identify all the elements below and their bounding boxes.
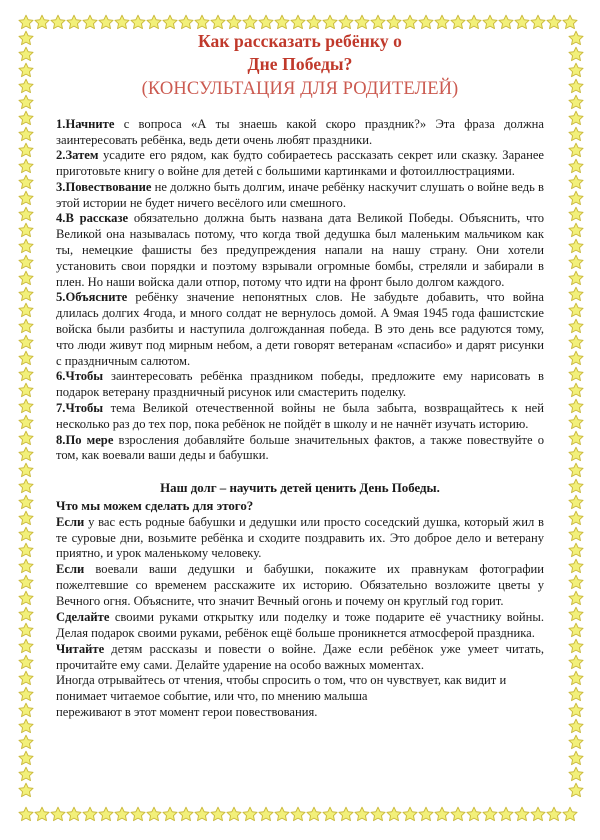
list-item-text: взросления добавляйте больше значительных фактов, а также повествуйте о том, как воевали ваши деды и бабушки. [56, 432, 544, 463]
star-icon [210, 14, 226, 30]
list-item [56, 369, 544, 401]
star-icon [18, 414, 34, 430]
list-item-text: с вопроса «А ты знаешь какой скоро праздник?» Эта фраза должна заинтересовать ребёнка, ведь дети очень любят праздники. [56, 116, 544, 147]
star-icon [568, 158, 584, 174]
star-icon [568, 686, 584, 702]
star-icon [402, 806, 418, 822]
star-icon [18, 478, 34, 494]
star-icon [418, 806, 434, 822]
star-icon [568, 718, 584, 734]
star-icon [568, 670, 584, 686]
star-icon [568, 222, 584, 238]
star-icon [568, 366, 584, 382]
star-icon [18, 750, 34, 766]
star-icon [18, 574, 34, 590]
star-icon [568, 350, 584, 366]
star-icon [18, 14, 34, 30]
star-icon [568, 94, 584, 110]
list-item [56, 290, 544, 369]
star-icon [18, 510, 34, 526]
list-item-lead: 3.Повествование [56, 179, 152, 194]
advice-item-lead: Если [56, 514, 85, 529]
list-item-text: заинтересовать ребёнка праздником победы, предложите ему нарисовать в подарок ветерану праздничный рисунок или смастерить поделку. [56, 369, 544, 400]
advice-item [56, 562, 544, 610]
advice-item [56, 610, 544, 642]
star-icon [18, 238, 34, 254]
star-icon [114, 806, 130, 822]
star-icon [226, 806, 242, 822]
list-item [56, 148, 544, 180]
star-icon [568, 270, 584, 286]
advice-item [56, 515, 544, 563]
star-icon [194, 806, 210, 822]
list-item-text: усадите его рядом, как будто собираетесь рассказать секрет или сказку. Заранее приготовьте книгу о войне для детей с большими картинками и фотоиллюстрациями. [56, 148, 544, 179]
star-icon [18, 254, 34, 270]
list-item-lead: 1.Начните [56, 116, 115, 131]
star-icon [34, 806, 50, 822]
star-icon [18, 158, 34, 174]
star-icon [498, 806, 514, 822]
title-line-1: Как рассказать ребёнку о [197, 31, 403, 51]
star-icon [18, 734, 34, 750]
star-icon [258, 14, 274, 30]
star-icon [66, 14, 82, 30]
star-icon [466, 806, 482, 822]
title-subtitle: (КОНСУЛЬТАЦИЯ ДЛЯ РОДИТЕЛЕЙ) [141, 79, 459, 100]
star-icon [18, 686, 34, 702]
star-icon [18, 142, 34, 158]
star-icon [18, 206, 34, 222]
star-icon [274, 14, 290, 30]
section-heading: Наш долг – научить детей ценить День Победы. [160, 481, 440, 496]
star-icon [18, 398, 34, 414]
star-icon [568, 638, 584, 654]
star-icon [18, 446, 34, 462]
star-icon [568, 382, 584, 398]
advice-item-text: своими руками открытку или поделку и тоже подарите её участнику войны. Делая подарок своими руками, ребёнок ещё больше проникнется атмосферой праздника. [56, 609, 544, 640]
star-icon [568, 414, 584, 430]
star-icon [18, 366, 34, 382]
star-icon [178, 806, 194, 822]
star-icon [50, 14, 66, 30]
star-icon [568, 190, 584, 206]
star-icon [482, 14, 498, 30]
star-icon [482, 806, 498, 822]
star-icon [568, 494, 584, 510]
star-icon [18, 702, 34, 718]
star-icon [568, 174, 584, 190]
star-icon [354, 806, 370, 822]
document-body [56, 30, 544, 721]
star-icon [18, 350, 34, 366]
star-icon [18, 94, 34, 110]
star-icon [568, 622, 584, 638]
star-icon [66, 806, 82, 822]
star-icon [530, 14, 546, 30]
star-icon [82, 806, 98, 822]
star-icon [546, 806, 562, 822]
star-icon [568, 606, 584, 622]
star-icon [210, 806, 226, 822]
star-icon [370, 14, 386, 30]
star-icon [18, 670, 34, 686]
star-icon [514, 806, 530, 822]
list-item-lead: 6.Чтобы [56, 369, 104, 384]
star-icon [514, 14, 530, 30]
star-icon [322, 14, 338, 30]
numbered-instruction-list [56, 117, 544, 465]
advice-item-lead: Если [56, 562, 85, 577]
star-icon [568, 542, 584, 558]
star-icon [338, 806, 354, 822]
list-item [56, 211, 544, 290]
advice-item-lead: Читайте [56, 641, 105, 656]
star-icon [568, 62, 584, 78]
star-icon [306, 14, 322, 30]
star-icon [18, 222, 34, 238]
star-icon [568, 574, 584, 590]
star-icon [130, 14, 146, 30]
star-icon [386, 806, 402, 822]
star-icon [354, 14, 370, 30]
star-icon [82, 14, 98, 30]
star-icon [568, 782, 584, 798]
list-item-lead: 4.В рассказе [56, 211, 129, 226]
closing-tail: переживают в этот момент герои повествования. [56, 705, 318, 720]
star-icon [18, 46, 34, 62]
star-icon [18, 62, 34, 78]
star-icon [274, 806, 290, 822]
star-icon [162, 806, 178, 822]
star-icon [568, 750, 584, 766]
page-title [56, 30, 544, 103]
list-item [56, 117, 544, 149]
star-icon [242, 14, 258, 30]
star-icon [18, 78, 34, 94]
star-icon [568, 142, 584, 158]
star-icon [18, 270, 34, 286]
star-icon [498, 14, 514, 30]
star-border-top [18, 14, 584, 30]
list-item-text: не должно быть долгим, иначе ребёнку наскучит слушать о войне ведь в этой истории не будет ничего весёлого или смешного. [56, 179, 544, 210]
star-icon [130, 806, 146, 822]
list-item [56, 433, 544, 465]
title-line-2: Дне Победы? [247, 54, 353, 75]
star-icon [386, 14, 402, 30]
star-icon [568, 334, 584, 350]
star-icon [18, 718, 34, 734]
star-icon [146, 14, 162, 30]
star-icon [562, 806, 578, 822]
star-icon [568, 702, 584, 718]
star-icon [18, 782, 34, 798]
star-icon [18, 542, 34, 558]
star-icon [146, 806, 162, 822]
star-icon [18, 190, 34, 206]
star-icon [258, 806, 274, 822]
star-icon [450, 806, 466, 822]
star-icon [322, 806, 338, 822]
star-icon [568, 254, 584, 270]
star-icon [418, 14, 434, 30]
star-border-bottom [18, 806, 584, 822]
section-subheading: Что мы можем сделать для этого? [56, 499, 254, 513]
star-icon [18, 30, 34, 46]
star-icon [568, 110, 584, 126]
advice-item-text: у вас есть родные бабушки и дедушки или просто соседский душка, который жил в те суровые дни, возьмите ребёнка и сходите поздравить их. Это доброе дело и ветерану приятно, и урок маленькому человеку. [56, 514, 544, 561]
star-icon [568, 654, 584, 670]
star-icon [18, 606, 34, 622]
star-icon [568, 206, 584, 222]
star-icon [18, 462, 34, 478]
star-icon [18, 526, 34, 542]
star-icon [568, 126, 584, 142]
star-icon [568, 286, 584, 302]
star-icon [18, 302, 34, 318]
star-icon [338, 14, 354, 30]
star-icon [162, 14, 178, 30]
advice-item-lead: Сделайте [56, 609, 110, 624]
star-icon [18, 286, 34, 302]
star-icon [242, 806, 258, 822]
star-icon [18, 638, 34, 654]
star-icon [306, 806, 322, 822]
star-icon [34, 14, 50, 30]
star-icon [466, 14, 482, 30]
star-icon [18, 558, 34, 574]
star-icon [290, 806, 306, 822]
star-icon [568, 78, 584, 94]
star-icon [562, 14, 578, 30]
star-icon [114, 14, 130, 30]
advice-item-text: воевали ваши дедушки и бабушки, покажите их правнукам фотографии пожелтевшие со временем расскажите их историю. Обязательно возложите цветы у Вечного огня. Объясните, что значит Вечный огонь и почему он круглый год горит. [56, 562, 544, 609]
advice-item [56, 642, 544, 674]
star-icon [568, 478, 584, 494]
star-icon [18, 318, 34, 334]
star-icon [568, 590, 584, 606]
star-icon [568, 510, 584, 526]
advice-list [56, 515, 544, 674]
list-item-text: обязательно должна быть названа дата Великой Победы. Объяснить, что Великой она называлась потому, что когда твой дедушка был маленьким мальчиком как ты, немецкие фашисты без предупреждения напали на нашу страну. Они хотели установить свои порядки и поэтому взрывали огромные бомбы, стреляли и забирали в плен. Но наши войска дали отпор, потому что идти на фронт было долгом каждого. [56, 211, 544, 289]
star-icon [568, 46, 584, 62]
star-icon [402, 14, 418, 30]
list-item-lead: 7.Чтобы [56, 401, 104, 416]
star-icon [568, 430, 584, 446]
star-icon [18, 806, 34, 822]
list-item-lead: 2.Затем [56, 148, 99, 163]
star-icon [98, 14, 114, 30]
star-icon [18, 766, 34, 782]
star-icon [194, 14, 210, 30]
star-icon [178, 14, 194, 30]
star-icon [568, 462, 584, 478]
star-icon [226, 14, 242, 30]
star-icon [290, 14, 306, 30]
star-icon [18, 126, 34, 142]
list-item-lead: 8.По мере [56, 432, 114, 447]
star-icon [434, 14, 450, 30]
star-icon [98, 806, 114, 822]
advice-item-text: детям рассказы и повести о войне. Даже если ребёнок уже умеет читать, прочитайте ему сами. Делайте ударение на особо важных моментах. [56, 641, 544, 672]
star-icon [18, 590, 34, 606]
star-icon [18, 382, 34, 398]
star-icon [18, 110, 34, 126]
star-icon [18, 430, 34, 446]
star-icon [434, 806, 450, 822]
closing-paragraph: Иногда отрывайтесь от чтения, чтобы спросить о том, что он чувствует, как видит и понимает читаемое событие, или что, по мнению малыша [56, 673, 507, 704]
star-border-left [18, 30, 34, 806]
list-item-lead: 5.Объясните [56, 290, 128, 305]
star-icon [568, 302, 584, 318]
star-icon [568, 318, 584, 334]
star-icon [18, 174, 34, 190]
star-icon [568, 734, 584, 750]
star-icon [568, 766, 584, 782]
star-icon [370, 806, 386, 822]
star-border-right [568, 30, 584, 806]
star-icon [18, 494, 34, 510]
star-icon [450, 14, 466, 30]
star-icon [18, 334, 34, 350]
star-icon [530, 806, 546, 822]
star-icon [568, 238, 584, 254]
star-icon [546, 14, 562, 30]
star-icon [18, 622, 34, 638]
star-icon [568, 558, 584, 574]
list-item [56, 180, 544, 212]
star-icon [18, 654, 34, 670]
star-icon [568, 30, 584, 46]
star-icon [568, 526, 584, 542]
star-icon [568, 398, 584, 414]
list-item-text: тема Великой отечественной войны не была забыта, возвращайтесь к ней несколько раз до тех пор, пока ребёнок не пойдёт в школу и не начнёт изучать историю. [56, 401, 544, 431]
list-item-text: ребёнку значение непонятных слов. Не забудьте добавить, что война длилась долгих 4года, и много солдат не вернулось домой. А 9мая 1945 года фашистские войска были разбиты и наступила долгожданная победа. В это день все радуются тому, что люди живут под мирным небом, а дети говорят ветеранам «спасибо» и дарят рисунки с праздничным салютом. [56, 290, 544, 368]
star-icon [568, 446, 584, 462]
star-icon [50, 806, 66, 822]
list-item [56, 401, 544, 433]
